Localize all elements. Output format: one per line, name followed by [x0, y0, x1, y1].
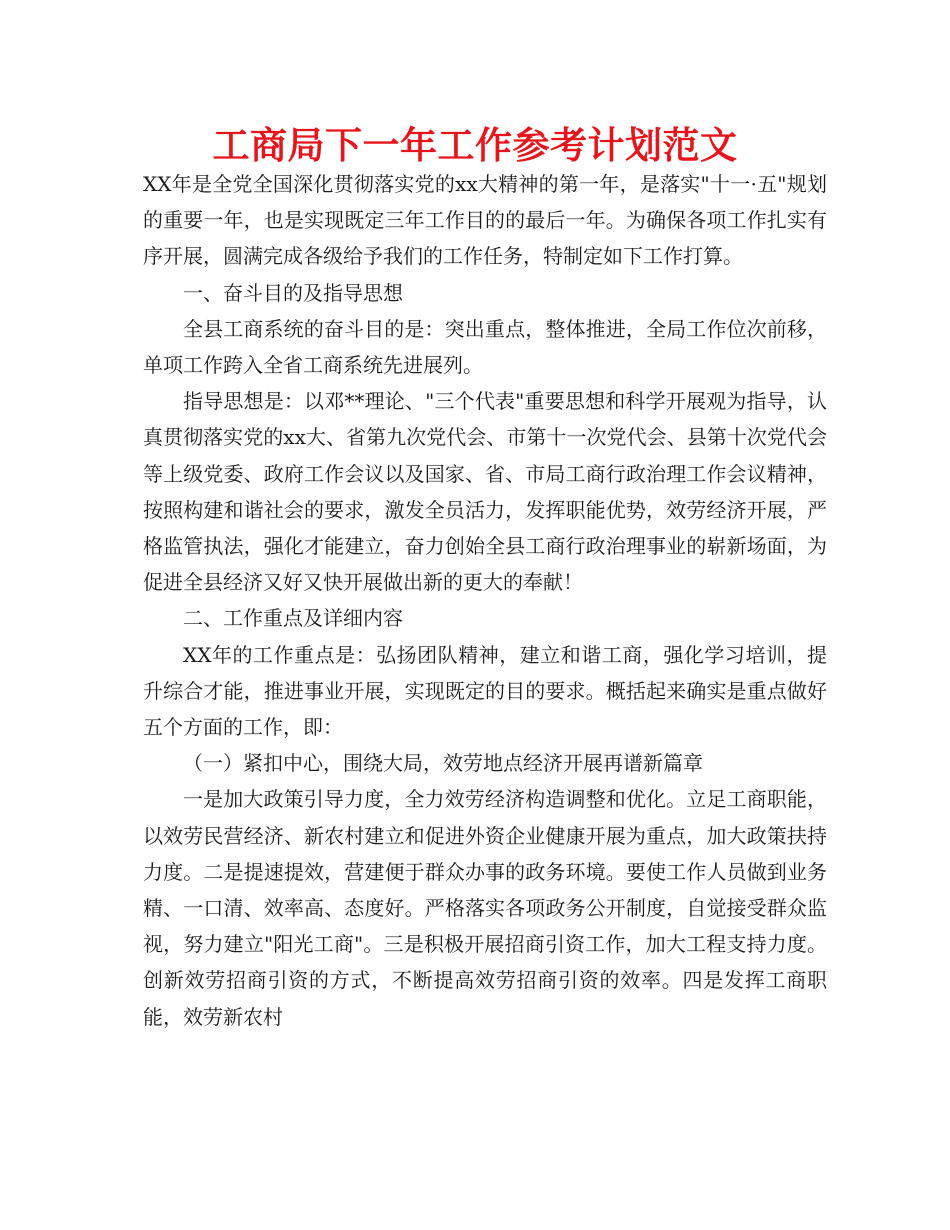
section-heading-key-work: 二、工作重点及详细内容 [183, 606, 403, 631]
paragraph-goals: 全县工商系统的奋斗目的是：突出重点，整体推进，全局工作位次前移，单项工作跨入全省工商系统先进展列。 [143, 316, 827, 378]
subsection-heading-1: （一）紧扣中心，围绕大局，效劳地点经济开展再谱新篇章 [183, 751, 703, 776]
paragraph-measures: 一是加大政策引导力度，全力效劳经济构造调整和优化。立足工商职能，以效劳民营经济、新农村建立和促进外资企业健康开展为重点，加大政策扶持力度。二是提速提效，营建便于群众办事的政务环境。要使工作人员做到业务精、一口清、效率高、态度好。严格落实各项政务公开制度，自觉接受群众监视，努力建立"阳光工商"。三是积极开展招商引资工作，加大工程支持力度。创新效劳招商引资的方式，不断提高效劳招商引资的效率。四是发挥工商职能，效劳新农村 [143, 787, 827, 1029]
paragraph-intro: XX年是全党全国深化贯彻落实党的xx大精神的第一年，是落实"十一·五"规划的重要一年，也是实现既定三年工作目的的最后一年。为确保各项工作扎实有序开展，圆满完成各级给予我们的工作任务，特制定如下工作打算。 [143, 172, 827, 269]
document-title: 工商局下一年工作参考计划范文 [212, 124, 738, 167]
paragraph-key-work: XX年的工作重点是：弘扬团队精神，建立和谐工商，强化学习培训，提升综合才能，推进事业开展，实现既定的目的要求。概括起来确实是重点做好五个方面的工作，即： [143, 642, 827, 740]
paragraph-guiding-thought: 指导思想是：以邓**理论、"三个代表"重要思想和科学开展观为指导，认真贯彻落实党的xx大、省第九次党代会、市第十一次党代会、县第十次党代会等上级党委、政府工作会议以及国家、省、市局工商行政治理工作会议精神，按照构建和谐社会的要求，激发全员活力，发挥职能优势，效劳经济开展，严格监管执法，强化才能建立，奋力创始全县工商行政治理事业的崭新场面，为促进全县经济又好又快开展做出新的更大的奉献！ [143, 389, 827, 595]
document-body [143, 166, 827, 1035]
section-heading-goals: 一、奋斗目的及指导思想 [183, 280, 403, 305]
